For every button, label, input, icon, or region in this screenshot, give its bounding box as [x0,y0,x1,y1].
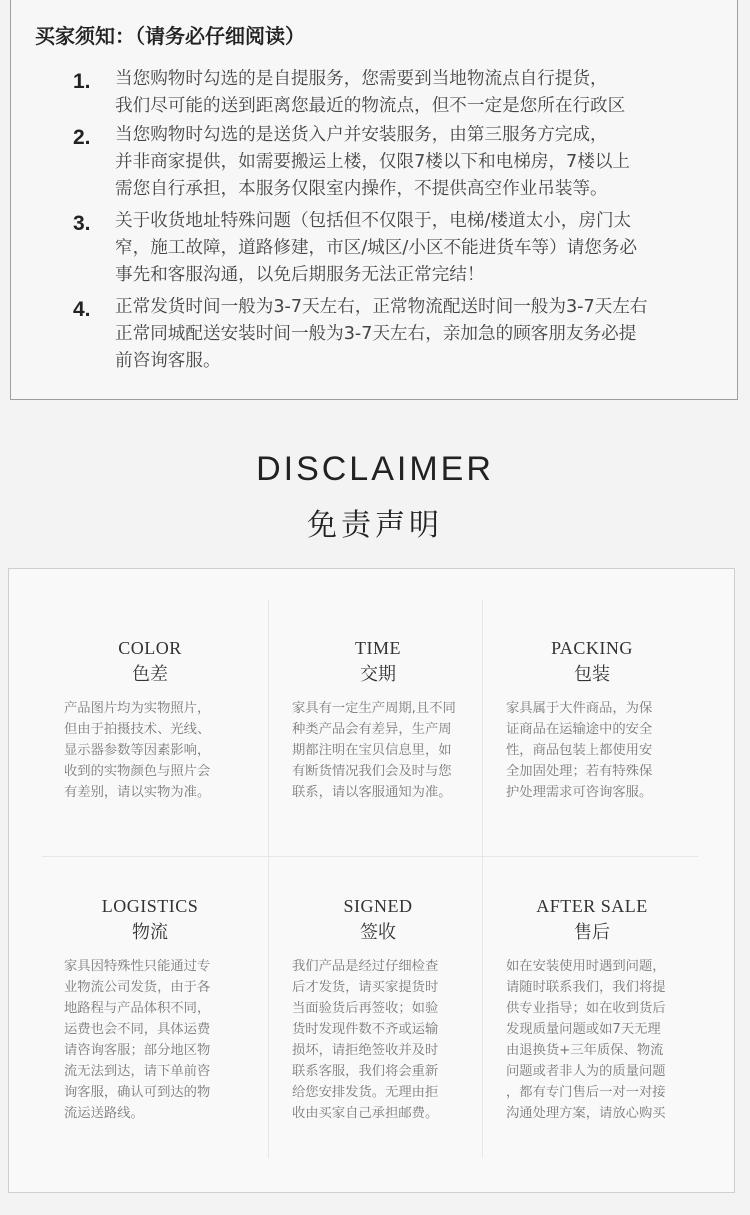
cell-title-en: LOGISTICS [101,896,199,916]
cell-title-cn: 色差 [132,664,168,685]
cell-title-cn: 交期 [360,664,396,685]
cell-title-cn: 物流 [132,922,168,943]
cell-body: 家具属于大件商品，为保 证商品在运输途中的安全 性，商品包装上都使用安 全加固处理；若有特殊保 护处理需求可咨询客服。 [506,701,653,800]
disclaimer-cell-signed [270,858,486,1158]
cell-title-en: AFTER SALE [536,896,648,916]
cell-title-cn: 售后 [574,922,610,943]
cell-title-cn: 包装 [574,664,610,685]
cell-body: 家具因特殊性只能通过专 业物流公司发货，由于各 地路程与产品体积不同， 运费也会不同，具体运费 请咨询客服；部分地区物 流无法到达，请下单前咨 询客服，确认可到达的物 流运送路线。 [64,959,211,1121]
notice-number: 1. [73,70,91,93]
disclaimer-cell-color [42,600,258,858]
cell-title-en: SIGNED [343,896,413,916]
notice-text: 当您购物时勾选的是送货入户并安装服务，由第三服务方完成， 并非商家提供，如需要搬运上楼，仅限7楼以下和电梯房，7楼以上 需您自行承担，本服务仅限室内操作，不提供高空作业吊装等。 [115,125,631,199]
cell-body: 我们产品是经过仔细检查 后才发货，请买家提货时 当面验货后再签收；如验 货时发现件数不齐或运输 损坏，请拒绝签收并及时 联系客服，我们将会重新 给您安排发货。无理由拒 收由买家自己承担邮费。 [292,959,439,1121]
disclaimer-cell-after-sale [484,858,700,1158]
notice-text: 关于收货地址特殊问题（包括但不仅限于，电梯/楼道太小，房门太 窄，施工故障，道路修建，市区/城区/小区不能进货车等）请您务必 事先和客服沟通，以免后期服务无法正常完结！ [115,211,638,285]
buyer-notice-panel [10,0,738,400]
notice-number: 4. [73,298,91,321]
cell-title-cn: 签收 [360,922,396,943]
cell-title-en: PACKING [551,638,633,658]
disclaimer-subtitle: 免责声明 [307,508,443,543]
grid-divider [42,856,698,857]
cell-title-en: TIME [355,638,401,658]
disclaimer-grid [42,600,698,1158]
cell-title-en: COLOR [118,638,182,658]
notice-number: 2. [73,126,91,149]
cell-body: 产品图片均为实物照片， 但由于拍摄技术、光线、 显示器参数等因素影响， 收到的实物颜色与照片会 有差别，请以实物为准。 [64,701,211,800]
notice-number: 3. [73,212,91,235]
notice-text: 当您购物时勾选的是自提服务，您需要到当地物流点自行提货， 我们尽可能的送到距离您最近的物流点，但不一定是您所在行政区 [115,69,626,116]
disclaimer-cell-logistics [42,858,258,1158]
grid-divider [268,600,269,1158]
grid-divider [482,600,483,1158]
cell-body: 家具有一定生产周期,且不同 种类产品会有差异，生产周 期都注明在宝贝信息里，如 有断货情况我们会及时与您 联系，请以客服通知为准。 [292,701,456,800]
notice-title: 买家须知：（请务必仔细阅读） [35,24,305,48]
disclaimer-cell-time [270,600,486,858]
notice-text: 正常发货时间一般为3-7天左右，正常物流配送时间一般为3-7天左右 正常同城配送安装时间一般为3-7天左右，亲加急的顾客朋友务必提 前咨询客服。 [115,297,648,371]
disclaimer-cell-packing [484,600,700,858]
cell-body: 如在安装使用时遇到问题， 请随时联系我们，我们将提 供专业指导；如在收到货后 发现质量问题或如7天无理 由退换货+三年质保、物流 问题或者非人为的质量问题 ，都有专门售后一对一对接 沟通处理方案，请放心购买 [506,959,666,1121]
disclaimer-title: DISCLAIMER [256,450,494,488]
